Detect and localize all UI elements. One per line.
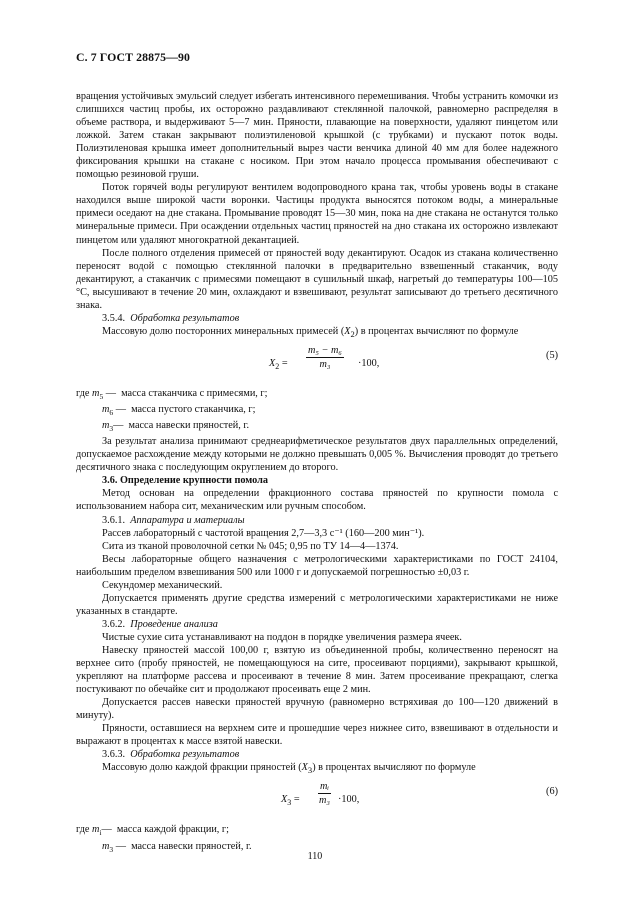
paragraph: Допускается рассев навески пряностей вручную (равномерно встряхивая до 100—120 движений в минуту). [76,697,558,722]
paragraph: Массовую долю посторонних минеральных примесей $(X_2)$ в процентах вычисляют по формуле [102,325,519,339]
formula-lhs: $X_2$ = [269,357,288,371]
paragraph: Метод основан на определении фракционного состава пряностей по крупности помола с использованием набора сит, механическим или ручным способом. [76,488,558,513]
formula-tail: ·100, [338,794,360,806]
paragraph: Весы лабораторные общего назначения с метрологическими характеристиками по ГОСТ 24104, наибольшим пределом взвешивания 500 или 1000 г и допускаемой погрешностью ±0,03 г. [76,553,558,578]
paragraph: Допускается применять другие средства измерений с метрологическими характеристиками не ниже указанных в стандарте. [76,592,558,617]
paragraph: Поток горячей воды регулируют вентилем водопроводного крана так, чтобы уровень воды в стакане находился выше широкой части воронки. Частицы продукта выносятся потоком воды, а минеральные примеси оседают на дне стакана. Промывание проводят 15—30 мин, пока на дне стакана не останутся только минеральные примеси. При осаждении отдельных частиц пряностей на дно стакана их осторожно извлекают пинцетом или удаляют многократной декантацией. [76,182,558,246]
formula-tail: ·100, [358,357,380,369]
section-heading-3-6-2: 3.6.2. Проведение анализа [102,618,218,630]
section-heading-3-6: 3.6. Определение крупности помола [102,475,269,487]
paragraph: Чистые сухие сита устанавливают на поддон в порядке увеличения размера ячеек. [102,631,462,643]
paragraph: вращения устойчивых эмульсий следует избегать интенсивного перемешивания. Чтобы устранить комочки из слипшихся частиц пробы, их осторожно раздавливают стеклянной палочкой, равномерно распределяя в объеме раствора, и выдерживают 5—7 мин. Пряности, плавающие на поверхности, удаляют пинцетом или ложкой. Затем стакан закрывают полиэтиленовой крышкой (с трубками) и пускают поток воды. Полиэтиленовая крышка имеет дополнительный вырез части венчика длиной 40 мм для более надежного фиксирования крышки на стакане с носиком. При этом начало процесса промывания обеспечивают с помощью резиновой груши. [76,91,558,181]
definition-row: $m_3—$ масса навески пряностей, г. [102,420,250,434]
formula-number: (5) [546,349,558,361]
definition-row: где $m_i—$ масса каждой фракции, г; [76,824,229,838]
definition-row: где $m_5$ — масса стаканчика с примесями, г; [76,387,268,401]
definition-row: $m_3$ — масса навески пряностей, г. [102,840,252,854]
variable-definitions [76,387,558,435]
formula-fraction: $\frac{\text{m₅ − m₆}}{\text{m₃}}$ [308,344,342,370]
formula-5 [76,345,558,383]
formula-6 [76,781,558,819]
paragraph: За результат анализа принимают среднеарифметическое результатов двух параллельных определений, допускаемое расхождение между которыми не должно превышать 0,005 %. Вычисления проводят до третьего десятичного знака с последующим округлением до второго. [76,436,558,474]
paragraph: Секундомер механический. [102,579,223,591]
running-header: С. 7 ГОСТ 28875—90 [76,50,191,64]
formula-lhs: $X_3$ = [281,794,300,808]
page-number: 110 [307,851,323,862]
section-heading-3-6-3: 3.6.3. Обработка результатов [102,749,240,761]
paragraph: Пряности, оставшиеся на верхнем сите и прошедшие через нижнее сито, взвешивают в отдельности и выражают в процентах к массе взятой навески. [76,723,558,748]
paragraph: Навеску пряностей массой 100,00 г, взятую из объединенной пробы, количественно переносят на верхнее сито (пробу пряностей, не помещающуюся на сите, просеивают порциями), закрывают крышкой, укрепляют на платформе рассева и просеивают в течение 8 мин. Затем просеивание прекращают, слегка постукивают по обечайке сит и продолжают просеивать еще 2 мин. [76,644,558,696]
formula-fraction: $\frac{\text{mᵢ}}{\text{m₃}}$ [319,781,330,807]
definition-row: $m_6$ — масса пустого стаканчика, г; [102,404,256,418]
document-body [76,90,558,856]
section-heading-3-5-4: 3.5.4. Обработка результатов [102,312,240,324]
paragraph: Рассев лабораторный с частотой вращения 2,7—3,3 с⁻¹ (160—200 мин⁻¹). [102,527,425,539]
formula-number: (6) [546,786,558,798]
section-heading-3-6-1: 3.6.1. Аппаратура и материалы [102,514,245,526]
paragraph: Сита из тканой проволочной сетки № 045; 0,95 по ТУ 14—4—1374. [102,540,399,552]
paragraph: После полного отделения примесей от пряностей воду декантируют. Осадок из стакана количественно переносят водой с помощью стеклянной палочки в предварительно взвешенный стаканчик, воду декантируют, а стаканчик с примесями помещают в сушильный шкаф, нагретый до температуры 100—105 °С, высушивают в течение 20 мин, охлаждают и взвешивают, результат записывают до третьего десятичного знака. [76,247,558,311]
paragraph: Массовую долю каждой фракции пряностей $(X_3)$ в процентах вычисляют по формуле [102,762,476,776]
